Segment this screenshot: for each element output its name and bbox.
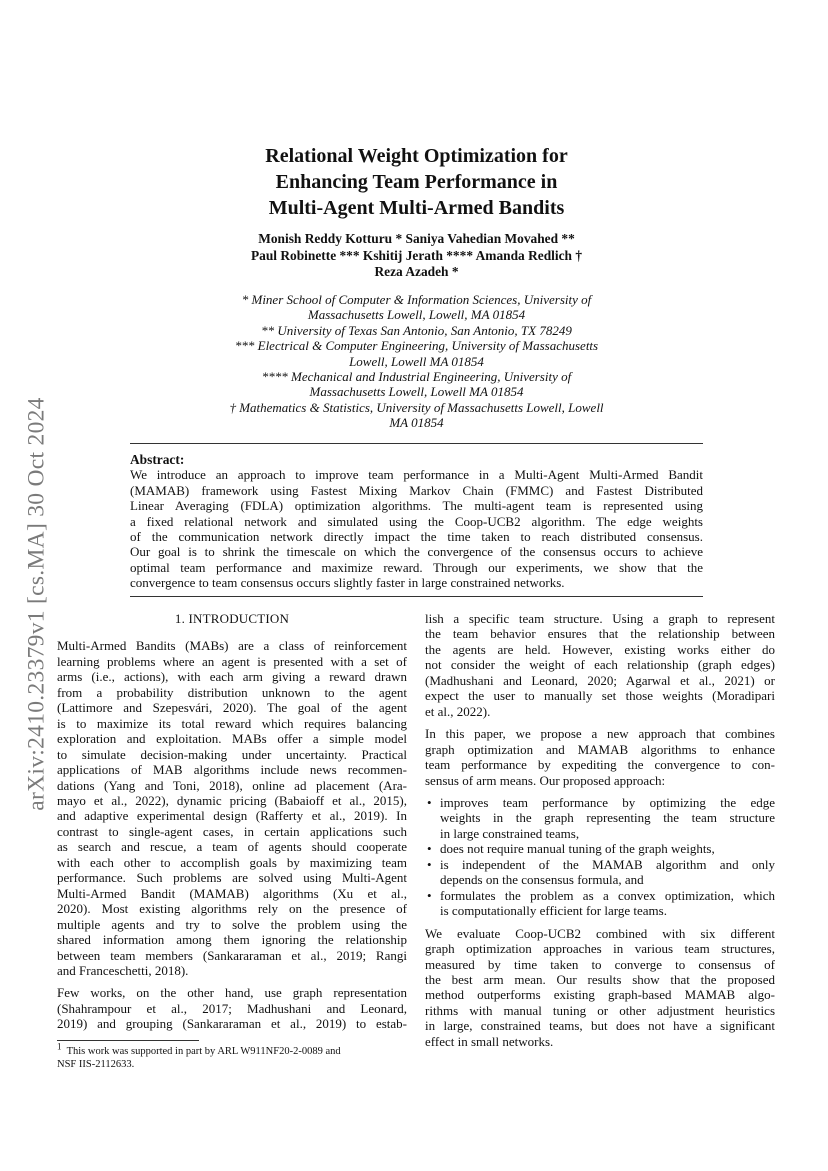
left-column	[57, 611, 407, 1071]
text-line: the agents are held. However, existing works either do	[425, 641, 775, 657]
text-line: and Franceschetti, 2018).	[57, 962, 189, 978]
abstract-top-rule	[130, 443, 703, 444]
author-line: Monish Reddy Kotturu * Saniya Vahedian Movahed **	[258, 231, 575, 246]
affiliation-line: MA 01854	[389, 415, 444, 431]
text-line: learning problems where an agent is presented with a set of	[57, 653, 407, 669]
affiliation-line: *** Electrical & Computer Engineering, University of Massachusetts	[234, 338, 599, 354]
author-line: Paul Robinette *** Kshitij Jerath **** Amanda Redlich †	[250, 247, 583, 263]
text-line: dations (Yang and Toni, 2018), online ad placement (Ara-	[57, 777, 407, 793]
arxiv-sidebar-stamp	[24, 357, 50, 851]
text-line: is to maximize its total reward which requires balancing	[57, 715, 407, 731]
footnote-rule	[57, 1040, 199, 1041]
author-line: Reza Azadeh *	[374, 264, 459, 279]
text-line: Multi-Armed Bandits (MABs) are a class of reinforcement	[57, 638, 407, 654]
text-line: as search and rescue, a team of agents should cooperate	[57, 839, 407, 855]
affiliation-line: Massachusetts Lowell, Lowell, MA 01854	[307, 307, 526, 323]
text-line: sensus of arm means. Our proposed approach:	[425, 772, 666, 788]
text-line: In this paper, we propose a new approach that combines	[425, 726, 775, 742]
text-line: in large, constrained teams, but does not have a significant	[425, 1018, 775, 1034]
text-line: (Lattimore and Szepesvári, 2020). The goal of the agent	[57, 700, 407, 716]
footnote-mark: 1	[57, 1041, 62, 1052]
text-line: not consider the weight of each relationship (graph edges)	[425, 657, 775, 673]
intro-paragraph	[57, 638, 407, 978]
abstract-line: Linear Averaging (FDLA) optimization algorithms. The multi-agent team is represented using	[130, 498, 703, 514]
footnote	[57, 1041, 407, 1071]
text-line: multiple agents and try to solve the problem using the	[57, 916, 407, 932]
text-line: measured by time taken to converge to consensus of	[425, 956, 775, 972]
abstract-line: of the communication network directly impact the time taken to reach distributed consensus.	[130, 529, 703, 545]
text-line: weights in the graph representing the team structure	[440, 810, 775, 826]
text-line: Multi-Armed Bandit (MAMAB) algorithms (Xu et al.,	[57, 885, 407, 901]
text-line: • does not require manual tuning of the graph weights,	[440, 841, 715, 857]
intro-paragraph	[425, 726, 775, 788]
text-line: (Madhushani and Leonard, 2020; Agarwal et al., 2021) or	[425, 672, 775, 688]
text-line: expect the user to manually set those weights (Moradipari	[425, 688, 775, 704]
text-line: method outperforms existing graph-based MAMAB algo-	[425, 987, 775, 1003]
abstract-line: Our goal is to shrink the timescale on which the convergence of the consensus occurs to achieve	[130, 544, 703, 560]
text-line: • formulates the problem as a convex optimization, which	[440, 887, 775, 903]
affiliation-list	[130, 292, 703, 431]
affiliation-line: Lowell, Lowell MA 01854	[349, 353, 484, 369]
text-line: the best arm mean. Our results show that the proposed	[425, 971, 775, 987]
text-line: et al., 2022).	[425, 703, 491, 719]
text-line: Few works, on the other hand, use graph representation	[57, 985, 407, 1001]
intro-paragraph	[57, 985, 407, 1031]
text-line: graph optimization approaches in various team structures,	[425, 941, 775, 957]
text-line: 2020). Most existing algorithms rely on the presence of	[57, 901, 407, 917]
text-line: effect in small networks.	[425, 1033, 554, 1049]
abstract-line: (MAMAB) framework using Fastest Mixing Markov Chain (FMMC) and Fastest Distributed	[130, 482, 703, 498]
affiliation-line: * Miner School of Computer & Information Sciences, University of	[241, 292, 592, 307]
text-line: depends on the consensus formula, and	[440, 872, 644, 888]
text-line: is computationally efficient for large teams.	[440, 903, 667, 919]
text-line: to simulate decision-making under uncertainty. Practical	[57, 746, 407, 762]
arxiv-identifier: arXiv:2410.23379v1 [cs.MA] 30 Oct 2024	[23, 397, 50, 811]
text-line: shared information among them ignoring the relationship	[57, 932, 407, 948]
intro-paragraph	[425, 926, 775, 1050]
paper-title	[130, 143, 703, 221]
title-line: Multi-Agent Multi-Armed Bandits	[268, 197, 565, 219]
text-line: exploration and exploitation. MABs offer a simple model	[57, 731, 407, 747]
text-line: between team members (Sankararaman et al., 2019; Rangi	[57, 947, 407, 963]
text-line: We evaluate Coop-UCB2 combined with six different	[425, 925, 775, 941]
text-line: • is independent of the MAMAB algorithm and only	[440, 856, 775, 872]
text-line: with each other to accomplish goals by maximizing team	[57, 854, 407, 870]
text-line: the team behavior ensures that the relationship between	[425, 626, 775, 642]
abstract-line: convergence to team consensus occurs slightly faster in large constrained networks.	[130, 575, 565, 591]
text-line: from a probability distribution unknown to the agent	[57, 684, 407, 700]
text-line: graph optimization and MAMAB algorithms to enhance	[425, 741, 775, 757]
footnote-line: NSF IIS-2112633.	[57, 1058, 135, 1070]
abstract-block	[130, 452, 703, 591]
list-item	[425, 857, 775, 888]
list-item	[425, 888, 775, 919]
text-line: arms (i.e., actions), with each arm giving a reward drawn	[57, 669, 407, 685]
title-line: Relational Weight Optimization for	[265, 145, 568, 167]
title-line: Enhancing Team Performance in	[275, 171, 558, 193]
affiliation-line: ** University of Texas San Antonio, San Antonio, TX 78249	[261, 322, 572, 338]
intro-paragraph	[425, 611, 775, 719]
abstract-heading: Abstract:	[130, 452, 185, 467]
text-line: 2019) and grouping (Sankararaman et al., 2019) to estab-	[57, 1016, 407, 1032]
affiliation-line: † Mathematics & Statistics, University of Massachusetts Lowell, Lowell	[229, 399, 604, 415]
list-item	[425, 841, 775, 856]
abstract-line: We introduce an approach to improve team performance in a Multi-Agent Multi-Armed Bandit	[130, 467, 703, 483]
author-list	[130, 231, 703, 281]
affiliation-line: **** Mechanical and Industrial Engineering, University of	[261, 369, 572, 385]
text-line: rithms with manual tuning or other adjustment heuristics	[425, 1002, 775, 1018]
text-line: contrast to single-agent cases, in certain applications such	[57, 823, 407, 839]
text-line: lish a specific team structure. Using a graph to represent	[425, 611, 775, 626]
text-line: (Shahrampour et al., 2017; Madhushani and Leonard,	[57, 1000, 407, 1016]
text-line: and adaptive experimental design (Rafferty et al., 2019). In	[57, 808, 407, 824]
right-column	[425, 611, 775, 1056]
text-line: performance. Such problems are solved using Multi-Agent	[57, 870, 407, 886]
abstract-line: a fixed relational network and simulated using the Coop-UCB2 algorithm. The edge weights	[130, 513, 703, 529]
abstract-bottom-rule	[130, 596, 703, 597]
list-item	[425, 795, 775, 841]
text-line: mayo et al., 2022), dynamic pricing (Babaioff et al., 2015),	[57, 792, 407, 808]
section-heading-introduction: 1. INTRODUCTION	[174, 611, 290, 626]
text-line: • improves team performance by optimizing the edge	[440, 794, 775, 810]
affiliation-line: Massachusetts Lowell, Lowell MA 01854	[309, 384, 524, 400]
contribution-list	[425, 795, 775, 919]
text-line: in large constrained teams,	[440, 825, 580, 841]
text-line: applications of MAB algorithms include news recommen-	[57, 762, 407, 778]
text-line: team performance by expediting the convergence to con-	[425, 757, 775, 773]
abstract-line: optimal team performance and maximize reward. Through our experiments, we show that the	[130, 559, 703, 575]
footnote-line: This work was supported in part by ARL W911NF20-2-0089 and	[66, 1045, 341, 1057]
